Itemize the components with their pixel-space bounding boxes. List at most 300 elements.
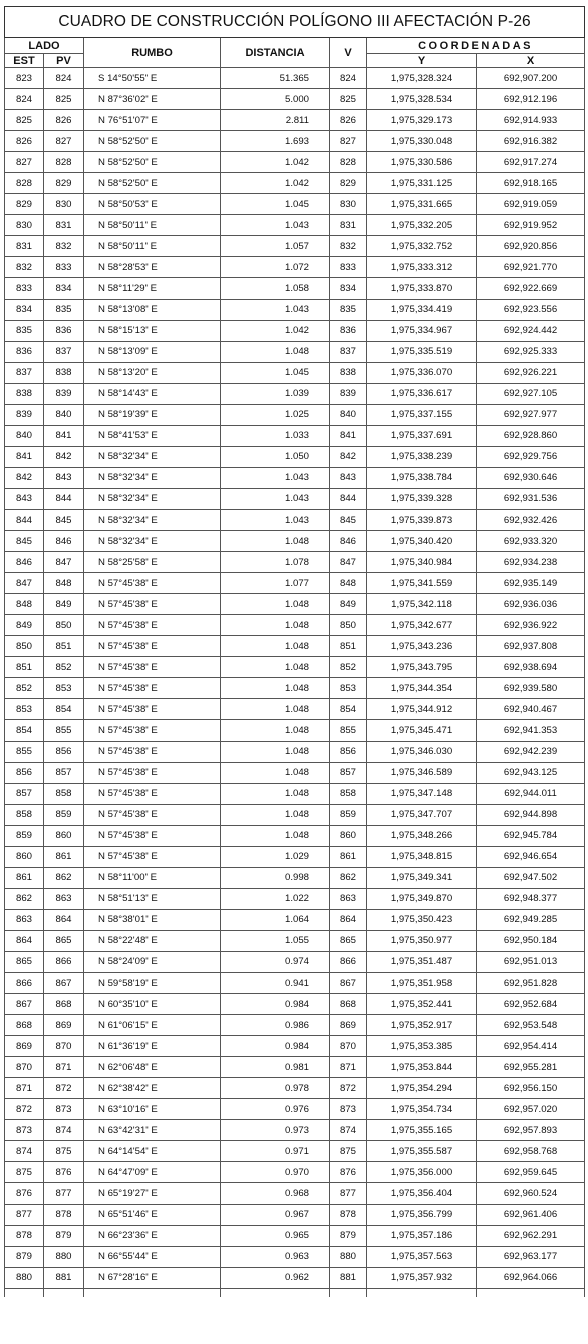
cell-coord-x: 692,939.580 bbox=[477, 678, 585, 699]
cell-distancia: 1.078 bbox=[221, 552, 330, 573]
cell-pv: 838 bbox=[44, 362, 84, 383]
cell-coord-x: 692,925.333 bbox=[477, 341, 585, 362]
cell-v: 865 bbox=[330, 930, 367, 951]
cell-est: 838 bbox=[5, 383, 44, 404]
cell-est: 856 bbox=[5, 762, 44, 783]
cell-rumbo: N 57°45'38" E bbox=[84, 741, 221, 762]
continuation-cell bbox=[367, 1288, 477, 1297]
cell-v: 826 bbox=[330, 110, 367, 131]
table-row bbox=[5, 720, 585, 741]
table-row bbox=[5, 488, 585, 509]
cell-pv: 847 bbox=[44, 552, 84, 573]
cell-rumbo: N 57°45'38" E bbox=[84, 825, 221, 846]
cell-rumbo: N 57°45'38" E bbox=[84, 594, 221, 615]
cell-coord-y: 1,975,346.589 bbox=[367, 762, 477, 783]
table-row bbox=[5, 1036, 585, 1057]
cell-v: 871 bbox=[330, 1057, 367, 1078]
cell-distancia: 0.976 bbox=[221, 1099, 330, 1120]
cell-rumbo: N 58°25'58" E bbox=[84, 552, 221, 573]
cell-est: 858 bbox=[5, 804, 44, 825]
cell-rumbo: N 58°13'08" E bbox=[84, 299, 221, 320]
cell-coord-y: 1,975,334.967 bbox=[367, 320, 477, 341]
table-continuation bbox=[5, 1288, 585, 1297]
cell-rumbo: N 58°24'09" E bbox=[84, 951, 221, 972]
table-row bbox=[5, 320, 585, 341]
cell-est: 835 bbox=[5, 320, 44, 341]
cell-rumbo: N 57°45'38" E bbox=[84, 636, 221, 657]
cell-coord-y: 1,975,345.471 bbox=[367, 720, 477, 741]
table-row bbox=[5, 762, 585, 783]
table-row bbox=[5, 994, 585, 1015]
cell-coord-y: 1,975,352.917 bbox=[367, 1015, 477, 1036]
cell-rumbo: N 58°11'00" E bbox=[84, 867, 221, 888]
cell-v: 844 bbox=[330, 488, 367, 509]
cell-coord-x: 692,954.414 bbox=[477, 1036, 585, 1057]
cell-pv: 837 bbox=[44, 341, 84, 362]
cell-coord-y: 1,975,356.404 bbox=[367, 1183, 477, 1204]
cell-est: 876 bbox=[5, 1183, 44, 1204]
cell-v: 825 bbox=[330, 89, 367, 110]
cell-v: 872 bbox=[330, 1078, 367, 1099]
cell-distancia: 1.045 bbox=[221, 194, 330, 215]
cell-coord-y: 1,975,328.534 bbox=[367, 89, 477, 110]
cell-distancia: 1.043 bbox=[221, 509, 330, 530]
cell-v: 877 bbox=[330, 1183, 367, 1204]
cell-v: 857 bbox=[330, 762, 367, 783]
cell-coord-y: 1,975,347.707 bbox=[367, 804, 477, 825]
cell-coord-x: 692,936.922 bbox=[477, 615, 585, 636]
cell-est: 836 bbox=[5, 341, 44, 362]
cell-distancia: 0.963 bbox=[221, 1246, 330, 1267]
cell-pv: 829 bbox=[44, 173, 84, 194]
cell-pv: 867 bbox=[44, 973, 84, 994]
cell-distancia: 1.025 bbox=[221, 404, 330, 425]
cell-coord-y: 1,975,338.239 bbox=[367, 446, 477, 467]
cell-pv: 854 bbox=[44, 699, 84, 720]
cell-coord-y: 1,975,337.155 bbox=[367, 404, 477, 425]
cell-distancia: 1.048 bbox=[221, 783, 330, 804]
header-pv: PV bbox=[44, 54, 84, 68]
cell-v: 830 bbox=[330, 194, 367, 215]
table-row bbox=[5, 1204, 585, 1225]
table-row bbox=[5, 1162, 585, 1183]
cell-coord-y: 1,975,346.030 bbox=[367, 741, 477, 762]
cell-coord-y: 1,975,330.048 bbox=[367, 131, 477, 152]
cell-rumbo: N 59°58'19" E bbox=[84, 973, 221, 994]
table-row bbox=[5, 1099, 585, 1120]
cell-est: 848 bbox=[5, 594, 44, 615]
cell-est: 857 bbox=[5, 783, 44, 804]
cell-coord-x: 692,940.467 bbox=[477, 699, 585, 720]
cell-coord-x: 692,926.221 bbox=[477, 362, 585, 383]
cell-rumbo: N 61°36'19" E bbox=[84, 1036, 221, 1057]
cell-rumbo: N 57°45'38" E bbox=[84, 846, 221, 867]
cell-v: 841 bbox=[330, 425, 367, 446]
table-row bbox=[5, 573, 585, 594]
cell-coord-x: 692,933.320 bbox=[477, 531, 585, 552]
cell-coord-x: 692,912.196 bbox=[477, 89, 585, 110]
cell-coord-y: 1,975,356.000 bbox=[367, 1162, 477, 1183]
cell-coord-x: 692,924.442 bbox=[477, 320, 585, 341]
cell-distancia: 1.048 bbox=[221, 678, 330, 699]
cell-v: 839 bbox=[330, 383, 367, 404]
cell-distancia: 1.072 bbox=[221, 257, 330, 278]
table-row bbox=[5, 594, 585, 615]
cell-coord-x: 692,928.860 bbox=[477, 425, 585, 446]
cell-rumbo: N 58°52'50" E bbox=[84, 173, 221, 194]
cell-coord-x: 692,955.281 bbox=[477, 1057, 585, 1078]
cell-est: 861 bbox=[5, 867, 44, 888]
cell-v: 859 bbox=[330, 804, 367, 825]
header-coordenadas: COORDENADAS bbox=[367, 38, 585, 54]
cell-v: 842 bbox=[330, 446, 367, 467]
cell-rumbo: S 14°50'55" E bbox=[84, 68, 221, 89]
cell-rumbo: N 57°45'38" E bbox=[84, 699, 221, 720]
cell-v: 863 bbox=[330, 888, 367, 909]
cell-rumbo: N 58°13'20" E bbox=[84, 362, 221, 383]
cell-coord-y: 1,975,354.734 bbox=[367, 1099, 477, 1120]
header-lado: LADO bbox=[5, 38, 84, 54]
cell-v: 828 bbox=[330, 152, 367, 173]
table-row bbox=[5, 362, 585, 383]
cell-v: 847 bbox=[330, 552, 367, 573]
cell-coord-x: 692,945.784 bbox=[477, 825, 585, 846]
cell-est: 863 bbox=[5, 909, 44, 930]
table-row bbox=[5, 1015, 585, 1036]
cell-pv: 848 bbox=[44, 573, 84, 594]
cell-distancia: 1.048 bbox=[221, 825, 330, 846]
cell-coord-x: 692,916.382 bbox=[477, 131, 585, 152]
cell-coord-x: 692,962.291 bbox=[477, 1225, 585, 1246]
table-row bbox=[5, 110, 585, 131]
cell-coord-x: 692,953.548 bbox=[477, 1015, 585, 1036]
cell-est: 878 bbox=[5, 1225, 44, 1246]
cell-coord-x: 692,938.694 bbox=[477, 657, 585, 678]
cell-distancia: 1.022 bbox=[221, 888, 330, 909]
cell-distancia: 1.043 bbox=[221, 215, 330, 236]
cell-coord-y: 1,975,328.324 bbox=[367, 68, 477, 89]
cell-v: 860 bbox=[330, 825, 367, 846]
cell-pv: 850 bbox=[44, 615, 84, 636]
cell-distancia: 51.365 bbox=[221, 68, 330, 89]
cell-coord-y: 1,975,344.354 bbox=[367, 678, 477, 699]
header-est: EST bbox=[5, 54, 44, 68]
cell-est: 831 bbox=[5, 236, 44, 257]
cell-v: 827 bbox=[330, 131, 367, 152]
cell-pv: 840 bbox=[44, 404, 84, 425]
table-row bbox=[5, 531, 585, 552]
cell-est: 851 bbox=[5, 657, 44, 678]
cell-pv: 859 bbox=[44, 804, 84, 825]
header-v: V bbox=[330, 38, 367, 68]
cell-pv: 872 bbox=[44, 1078, 84, 1099]
cell-coord-x: 692,918.165 bbox=[477, 173, 585, 194]
cell-est: 843 bbox=[5, 488, 44, 509]
cell-coord-y: 1,975,357.563 bbox=[367, 1246, 477, 1267]
cell-coord-x: 692,944.011 bbox=[477, 783, 585, 804]
cell-pv: 844 bbox=[44, 488, 84, 509]
cell-distancia: 1.048 bbox=[221, 741, 330, 762]
continuation-cell bbox=[221, 1288, 330, 1297]
cell-rumbo: N 57°45'38" E bbox=[84, 720, 221, 741]
cell-pv: 874 bbox=[44, 1120, 84, 1141]
cell-coord-x: 692,907.200 bbox=[477, 68, 585, 89]
cell-coord-y: 1,975,350.423 bbox=[367, 909, 477, 930]
cell-v: 861 bbox=[330, 846, 367, 867]
cell-v: 862 bbox=[330, 867, 367, 888]
cell-est: 854 bbox=[5, 720, 44, 741]
cell-pv: 879 bbox=[44, 1225, 84, 1246]
cell-coord-y: 1,975,348.266 bbox=[367, 825, 477, 846]
cell-v: 858 bbox=[330, 783, 367, 804]
cell-distancia: 0.971 bbox=[221, 1141, 330, 1162]
cell-pv: 843 bbox=[44, 467, 84, 488]
cell-v: 838 bbox=[330, 362, 367, 383]
cell-pv: 841 bbox=[44, 425, 84, 446]
cell-v: 870 bbox=[330, 1036, 367, 1057]
cell-coord-x: 692,927.105 bbox=[477, 383, 585, 404]
cell-distancia: 1.033 bbox=[221, 425, 330, 446]
cell-distancia: 1.057 bbox=[221, 236, 330, 257]
cell-est: 825 bbox=[5, 110, 44, 131]
cell-coord-x: 692,951.013 bbox=[477, 951, 585, 972]
cell-distancia: 1.042 bbox=[221, 152, 330, 173]
cell-v: 876 bbox=[330, 1162, 367, 1183]
cell-coord-y: 1,975,342.118 bbox=[367, 594, 477, 615]
cell-v: 831 bbox=[330, 215, 367, 236]
cell-pv: 866 bbox=[44, 951, 84, 972]
table-row bbox=[5, 215, 585, 236]
cell-coord-y: 1,975,353.844 bbox=[367, 1057, 477, 1078]
cell-distancia: 0.970 bbox=[221, 1162, 330, 1183]
cell-pv: 845 bbox=[44, 509, 84, 530]
cell-coord-x: 692,932.426 bbox=[477, 509, 585, 530]
cell-est: 839 bbox=[5, 404, 44, 425]
cell-est: 830 bbox=[5, 215, 44, 236]
cell-distancia: 0.941 bbox=[221, 973, 330, 994]
cell-distancia: 1.039 bbox=[221, 383, 330, 404]
cell-coord-y: 1,975,355.165 bbox=[367, 1120, 477, 1141]
table-row bbox=[5, 1120, 585, 1141]
cell-v: 832 bbox=[330, 236, 367, 257]
cell-est: 828 bbox=[5, 173, 44, 194]
cell-pv: 853 bbox=[44, 678, 84, 699]
cell-est: 874 bbox=[5, 1141, 44, 1162]
cell-coord-y: 1,975,336.070 bbox=[367, 362, 477, 383]
table-row bbox=[5, 299, 585, 320]
cell-distancia: 1.048 bbox=[221, 762, 330, 783]
cell-est: 827 bbox=[5, 152, 44, 173]
cell-distancia: 0.965 bbox=[221, 1225, 330, 1246]
cell-pv: 827 bbox=[44, 131, 84, 152]
cell-est: 845 bbox=[5, 531, 44, 552]
cell-distancia: 5.000 bbox=[221, 89, 330, 110]
cell-est: 859 bbox=[5, 825, 44, 846]
cell-est: 880 bbox=[5, 1267, 44, 1288]
continuation-cell bbox=[477, 1288, 585, 1297]
cell-v: 846 bbox=[330, 531, 367, 552]
cell-est: 855 bbox=[5, 741, 44, 762]
cell-distancia: 1.048 bbox=[221, 636, 330, 657]
cell-pv: 865 bbox=[44, 930, 84, 951]
table-row bbox=[5, 678, 585, 699]
cell-rumbo: N 64°14'54" E bbox=[84, 1141, 221, 1162]
table-row bbox=[5, 1267, 585, 1288]
table-row bbox=[5, 404, 585, 425]
cell-coord-y: 1,975,339.873 bbox=[367, 509, 477, 530]
table-row bbox=[5, 131, 585, 152]
continuation-cell bbox=[330, 1288, 367, 1297]
cell-est: 852 bbox=[5, 678, 44, 699]
table-row bbox=[5, 657, 585, 678]
cell-est: 842 bbox=[5, 467, 44, 488]
cell-distancia: 1.048 bbox=[221, 341, 330, 362]
cell-est: 866 bbox=[5, 973, 44, 994]
cell-rumbo: N 57°45'38" E bbox=[84, 783, 221, 804]
cell-coord-x: 692,937.808 bbox=[477, 636, 585, 657]
cell-distancia: 0.986 bbox=[221, 1015, 330, 1036]
cell-distancia: 1.077 bbox=[221, 573, 330, 594]
cell-v: 843 bbox=[330, 467, 367, 488]
header-y: Y bbox=[367, 54, 477, 68]
cell-coord-x: 692,934.238 bbox=[477, 552, 585, 573]
cell-coord-y: 1,975,343.236 bbox=[367, 636, 477, 657]
table-body bbox=[5, 68, 585, 1297]
cell-v: 864 bbox=[330, 909, 367, 930]
cell-coord-x: 692,920.856 bbox=[477, 236, 585, 257]
cell-pv: 875 bbox=[44, 1141, 84, 1162]
cell-distancia: 0.967 bbox=[221, 1204, 330, 1225]
table-row bbox=[5, 741, 585, 762]
cell-pv: 880 bbox=[44, 1246, 84, 1267]
cell-v: 880 bbox=[330, 1246, 367, 1267]
cell-coord-x: 692,942.239 bbox=[477, 741, 585, 762]
cell-coord-y: 1,975,357.932 bbox=[367, 1267, 477, 1288]
cell-coord-y: 1,975,331.125 bbox=[367, 173, 477, 194]
cell-coord-x: 692,947.502 bbox=[477, 867, 585, 888]
cell-est: 850 bbox=[5, 636, 44, 657]
cell-distancia: 0.981 bbox=[221, 1057, 330, 1078]
cell-coord-x: 692,922.669 bbox=[477, 278, 585, 299]
cell-distancia: 1.048 bbox=[221, 657, 330, 678]
table-row bbox=[5, 699, 585, 720]
table-row bbox=[5, 1141, 585, 1162]
cell-coord-y: 1,975,348.815 bbox=[367, 846, 477, 867]
cell-distancia: 1.043 bbox=[221, 299, 330, 320]
table-title: CUADRO DE CONSTRUCCIÓN POLÍGONO III AFECTACIÓN P-26 bbox=[5, 7, 585, 38]
cell-rumbo: N 57°45'38" E bbox=[84, 678, 221, 699]
cell-coord-x: 692,963.177 bbox=[477, 1246, 585, 1267]
cell-rumbo: N 58°38'01" E bbox=[84, 909, 221, 930]
cell-est: 862 bbox=[5, 888, 44, 909]
cell-coord-y: 1,975,332.205 bbox=[367, 215, 477, 236]
table-row bbox=[5, 1057, 585, 1078]
cell-coord-x: 692,927.977 bbox=[477, 404, 585, 425]
table-row bbox=[5, 68, 585, 89]
cell-distancia: 0.973 bbox=[221, 1120, 330, 1141]
cell-v: 835 bbox=[330, 299, 367, 320]
cell-v: 848 bbox=[330, 573, 367, 594]
cell-est: 869 bbox=[5, 1036, 44, 1057]
cell-coord-y: 1,975,347.148 bbox=[367, 783, 477, 804]
cell-coord-y: 1,975,344.912 bbox=[367, 699, 477, 720]
cell-pv: 842 bbox=[44, 446, 84, 467]
cell-coord-y: 1,975,338.784 bbox=[367, 467, 477, 488]
cell-rumbo: N 65°19'27" E bbox=[84, 1183, 221, 1204]
cell-coord-y: 1,975,354.294 bbox=[367, 1078, 477, 1099]
table-row bbox=[5, 257, 585, 278]
cell-v: 833 bbox=[330, 257, 367, 278]
cell-coord-y: 1,975,331.665 bbox=[367, 194, 477, 215]
cell-coord-x: 692,921.770 bbox=[477, 257, 585, 278]
cell-v: 853 bbox=[330, 678, 367, 699]
cell-est: 829 bbox=[5, 194, 44, 215]
cell-pv: 826 bbox=[44, 110, 84, 131]
cell-v: 866 bbox=[330, 951, 367, 972]
table-row bbox=[5, 1246, 585, 1267]
table-row bbox=[5, 173, 585, 194]
table-row bbox=[5, 951, 585, 972]
cell-rumbo: N 58°41'53" E bbox=[84, 425, 221, 446]
cell-rumbo: N 62°06'48" E bbox=[84, 1057, 221, 1078]
cell-est: 846 bbox=[5, 552, 44, 573]
cell-rumbo: N 63°42'31" E bbox=[84, 1120, 221, 1141]
cell-est: 877 bbox=[5, 1204, 44, 1225]
cell-est: 871 bbox=[5, 1078, 44, 1099]
table-row bbox=[5, 1078, 585, 1099]
cell-distancia: 1.058 bbox=[221, 278, 330, 299]
cell-rumbo: N 62°38'42" E bbox=[84, 1078, 221, 1099]
cell-distancia: 0.984 bbox=[221, 994, 330, 1015]
table-row bbox=[5, 825, 585, 846]
table-row bbox=[5, 467, 585, 488]
cell-distancia: 1.048 bbox=[221, 594, 330, 615]
cell-pv: 831 bbox=[44, 215, 84, 236]
cell-distancia: 1.043 bbox=[221, 467, 330, 488]
table-row bbox=[5, 888, 585, 909]
cell-rumbo: N 58°11'29" E bbox=[84, 278, 221, 299]
table-row bbox=[5, 909, 585, 930]
table-row bbox=[5, 446, 585, 467]
cell-rumbo: N 65°51'46" E bbox=[84, 1204, 221, 1225]
cell-est: 834 bbox=[5, 299, 44, 320]
cell-rumbo: N 58°15'13" E bbox=[84, 320, 221, 341]
cell-distancia: 1.048 bbox=[221, 804, 330, 825]
cell-coord-x: 692,950.184 bbox=[477, 930, 585, 951]
cell-distancia: 1.045 bbox=[221, 362, 330, 383]
cell-v: 856 bbox=[330, 741, 367, 762]
cell-rumbo: N 58°19'39" E bbox=[84, 404, 221, 425]
cell-coord-y: 1,975,340.984 bbox=[367, 552, 477, 573]
table-row bbox=[5, 552, 585, 573]
construction-table bbox=[4, 6, 585, 1297]
table-row bbox=[5, 425, 585, 446]
cell-rumbo: N 58°32'34" E bbox=[84, 467, 221, 488]
continuation-cell bbox=[84, 1288, 221, 1297]
cell-distancia: 2.811 bbox=[221, 110, 330, 131]
cell-distancia: 0.962 bbox=[221, 1267, 330, 1288]
cell-distancia: 0.998 bbox=[221, 867, 330, 888]
cell-distancia: 0.974 bbox=[221, 951, 330, 972]
cell-v: 868 bbox=[330, 994, 367, 1015]
cell-pv: 835 bbox=[44, 299, 84, 320]
table-row bbox=[5, 194, 585, 215]
cell-pv: 862 bbox=[44, 867, 84, 888]
cell-est: 833 bbox=[5, 278, 44, 299]
cell-coord-x: 692,960.524 bbox=[477, 1183, 585, 1204]
cell-v: 873 bbox=[330, 1099, 367, 1120]
cell-est: 872 bbox=[5, 1099, 44, 1120]
